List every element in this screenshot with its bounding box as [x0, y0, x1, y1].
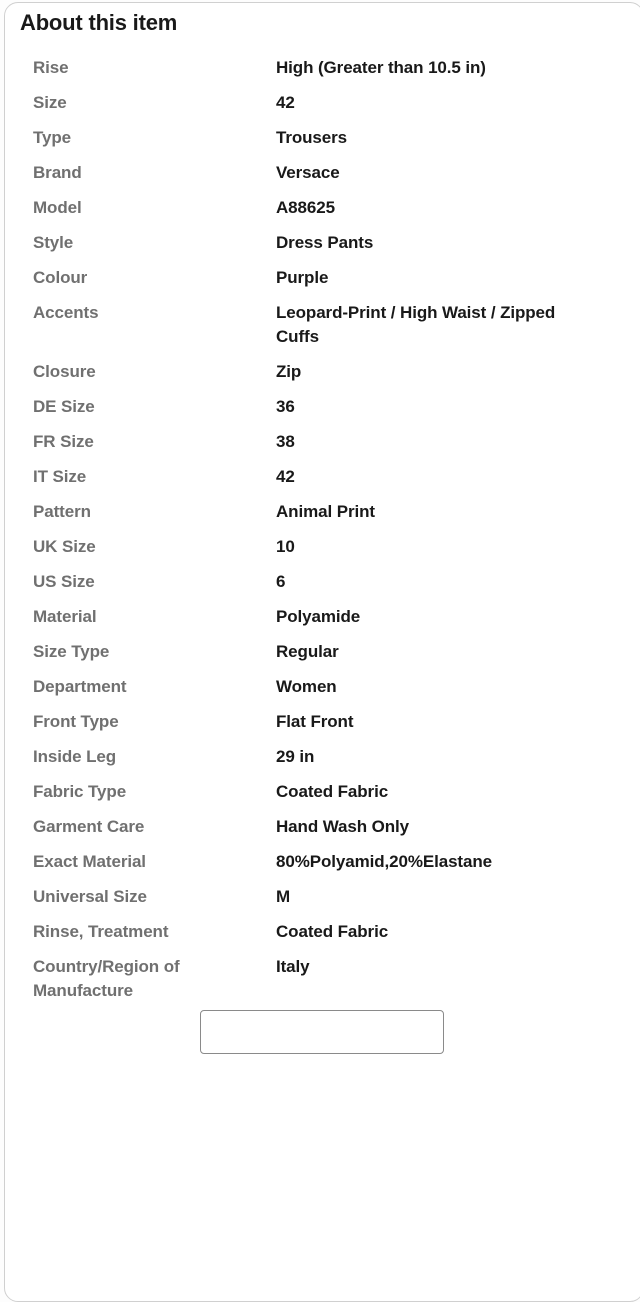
spec-row [33, 196, 640, 220]
spec-value: Leopard-Print / High Waist / Zipped Cuffs [276, 303, 556, 346]
spec-row [33, 301, 640, 349]
cut-off-button[interactable] [200, 1010, 444, 1054]
spec-row [33, 570, 640, 594]
spec-value: Dress Pants [276, 233, 374, 252]
spec-label: Pattern [33, 502, 91, 521]
spec-value: Italy [276, 957, 310, 976]
spec-label: Type [33, 128, 72, 147]
spec-value: Polyamide [276, 607, 361, 626]
spec-value: Flat Front [276, 712, 354, 731]
spec-label: Fabric Type [33, 782, 127, 801]
spec-label: Rise [33, 58, 69, 77]
spec-row [33, 360, 640, 384]
spec-label: Universal Size [33, 887, 147, 906]
spec-row [33, 430, 640, 454]
spec-value: High (Greater than 10.5 in) [276, 58, 486, 77]
spec-label: IT Size [33, 467, 87, 486]
spec-row [33, 535, 640, 559]
spec-label: Rinse, Treatment [33, 922, 169, 941]
spec-label: Department [33, 677, 127, 696]
spec-row [33, 780, 640, 804]
spec-label: Closure [33, 362, 96, 381]
item-specifics-list [20, 56, 640, 1003]
spec-value: 38 [276, 432, 295, 451]
spec-value: Coated Fabric [276, 922, 389, 941]
spec-label: Inside Leg [33, 747, 117, 766]
spec-row [33, 815, 640, 839]
spec-row [33, 885, 640, 909]
spec-value: 29 in [276, 747, 315, 766]
spec-row [33, 465, 640, 489]
spec-row [33, 605, 640, 629]
spec-row [33, 850, 640, 874]
spec-value: Regular [276, 642, 339, 661]
spec-value: Animal Print [276, 502, 375, 521]
spec-row [33, 955, 640, 1003]
spec-value: 36 [276, 397, 295, 416]
spec-row [33, 745, 640, 769]
spec-label: FR Size [33, 432, 94, 451]
spec-row [33, 675, 640, 699]
spec-row [33, 56, 640, 80]
spec-row [33, 395, 640, 419]
spec-label: Front Type [33, 712, 119, 731]
spec-row [33, 710, 640, 734]
spec-label: DE Size [33, 397, 95, 416]
spec-row [33, 266, 640, 290]
section-title: About this item [20, 10, 178, 35]
spec-label: Exact Material [33, 852, 146, 871]
spec-value: 42 [276, 93, 295, 112]
spec-label: US Size [33, 572, 95, 591]
spec-value: 80%Polyamid,20%Elastane [276, 852, 492, 871]
spec-value: Purple [276, 268, 329, 287]
spec-row [33, 640, 640, 664]
spec-label: Accents [33, 303, 99, 322]
spec-label: Country/Region of Manufacture [33, 957, 180, 1000]
spec-value: A88625 [276, 198, 335, 217]
spec-value: 6 [276, 572, 286, 591]
spec-label: Brand [33, 163, 82, 182]
spec-row [33, 161, 640, 185]
spec-row [33, 91, 640, 115]
spec-label: Style [33, 233, 74, 252]
spec-value: Women [276, 677, 337, 696]
spec-value: Hand Wash Only [276, 817, 410, 836]
spec-label: Material [33, 607, 97, 626]
spec-label: UK Size [33, 537, 96, 556]
spec-value: 10 [276, 537, 295, 556]
spec-label: Size [33, 93, 67, 112]
spec-value: Zip [276, 362, 302, 381]
spec-label: Model [33, 198, 82, 217]
spec-value: Trousers [276, 128, 348, 147]
spec-label: Colour [33, 268, 88, 287]
spec-row [33, 126, 640, 150]
spec-row [33, 500, 640, 524]
spec-label: Size Type [33, 642, 110, 661]
spec-label: Garment Care [33, 817, 145, 836]
spec-row [33, 920, 640, 944]
spec-value: 42 [276, 467, 295, 486]
spec-value: Versace [276, 163, 340, 182]
spec-value: Coated Fabric [276, 782, 389, 801]
spec-row [33, 231, 640, 255]
spec-value: M [276, 887, 291, 906]
about-this-item-card [4, 2, 640, 1302]
